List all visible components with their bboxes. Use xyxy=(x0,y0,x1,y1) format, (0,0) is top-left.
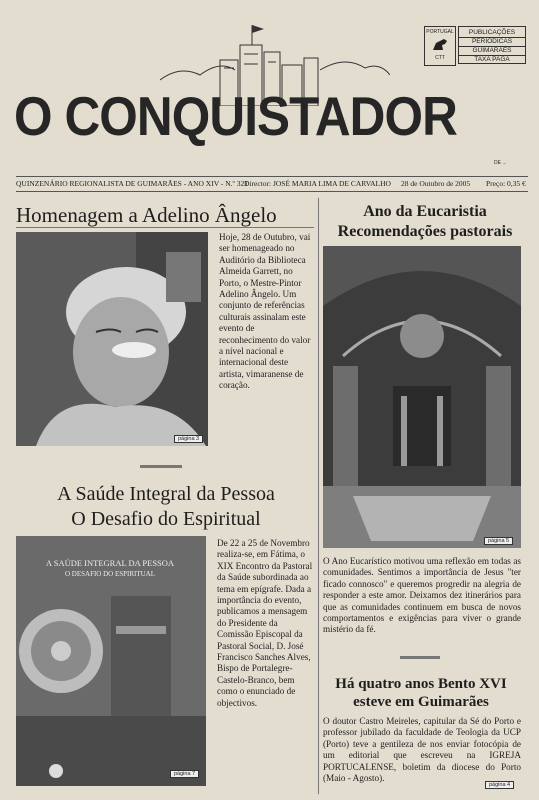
article3-headline-line1: A Saúde Integral da Pessoa xyxy=(57,483,275,505)
ctt-stamp xyxy=(424,26,456,66)
basilica-photo xyxy=(323,246,521,548)
pub-line-1: PUBLICAÇÕES xyxy=(459,29,525,38)
article1-headline: Homenagem a Adelino Ângelo xyxy=(16,203,277,227)
pub-line-2: PERIÓDICAS xyxy=(459,38,525,47)
pub-line-3: GUIMARÃES xyxy=(459,47,525,56)
separator-bar xyxy=(140,465,182,468)
pub-line-4: TAXA PAGA xyxy=(474,56,510,63)
article3-page-tag[interactable]: página 7 xyxy=(170,770,199,778)
price: Preço: 0,35 € xyxy=(486,179,526,188)
article1-body: Hoje, 28 de Outubro, vai ser homenageado no Auditório da Biblioteca Almeida Garrett, no Porto, o Mestre-Pintor Adelino Ângelo. Um conjunto de referências culturais assinalam este evento de reconhecimento do valor a nível nacional e internacional deste artista, vimaranense de coração. xyxy=(219,232,311,391)
separator-bar-right xyxy=(400,656,440,659)
article2-headline-line1: Ano da Eucaristia xyxy=(363,203,487,220)
article3-headline-line2: O Desafio do Espiritual xyxy=(71,508,261,530)
article4-headline-line2: esteve em Guimarães xyxy=(353,694,489,710)
article2-headline xyxy=(330,202,520,242)
article4-headline-line1: Há quatro anos Bento XVI xyxy=(335,676,507,692)
article2-body: O Ano Eucarístico motivou uma reflexão em todas as comunidades. Sentimos a importância de Jesus "ter ficado connosco" e queremos progredir na alegria de responder a este amor. Deixamos dez itinerários para que as comunidades continuem em busca de novos comportamentos e exigências para viver o grande mistério da fé. xyxy=(323,556,521,635)
article2-headline-line2: Recomendações pastorais xyxy=(337,223,513,240)
article1-page-tag[interactable]: página 3 xyxy=(174,435,203,443)
article4-page-tag[interactable]: página 4 xyxy=(485,781,514,789)
newspaper-title: O CONQUISTADOR xyxy=(14,85,457,147)
cover-text xyxy=(20,558,200,580)
article2-page-tag[interactable]: página 5 xyxy=(484,537,513,545)
issue-date: 28 de Outubro de 2005 xyxy=(401,179,471,188)
column-divider xyxy=(318,198,319,794)
issue-info: QUINZENÁRIO REGIONALISTA DE GUIMARÃES - ANO XIV - N.º 321 xyxy=(16,179,248,188)
horse-rider-icon xyxy=(430,35,450,53)
article4-body: O doutor Castro Meireles, capitular da Sé do Porto e professor jubilado da faculdade de Teologia da UCP (Porto) teve a gentileza de nos enviar fotocópia de um editorial que escreveu na IGREJA PORTUCALENSE, boletim da diocese do Porto (Maio - Agosto). xyxy=(323,716,521,784)
article3-headline xyxy=(16,482,316,532)
ctt-country: PORTUGAL xyxy=(426,29,454,35)
article1-rule xyxy=(16,227,314,228)
portrait-photo xyxy=(16,232,208,446)
small-mark: DE ... xyxy=(494,160,507,166)
cover-line-2: O DESAFIO DO ESPIRITUAL xyxy=(64,570,156,578)
info-bar xyxy=(16,176,528,192)
cover-line-1: A SAÚDE INTEGRAL DA PESSOA xyxy=(45,558,175,568)
article3-body: De 22 a 25 de Novembro realiza-se, em Fátima, o XIX Encontro da Pastoral da Saúde subordinada ao tema em epígrafe. Dada a importância do evento, publicamos a mensagem do Presidente da Comissão Episcopal da Pastoral Social, D. José Francisco Sanches Alves, Bispo de Portalegre-Castelo-Branco, bem como o enunciado de objectivos. xyxy=(217,538,313,708)
ctt-logo: CTT xyxy=(435,55,445,61)
article4-headline xyxy=(322,675,520,711)
publicacoes-box xyxy=(458,26,526,64)
director-info: Director: JOSÉ MARIA LIMA DE CARVALHO xyxy=(244,179,391,188)
